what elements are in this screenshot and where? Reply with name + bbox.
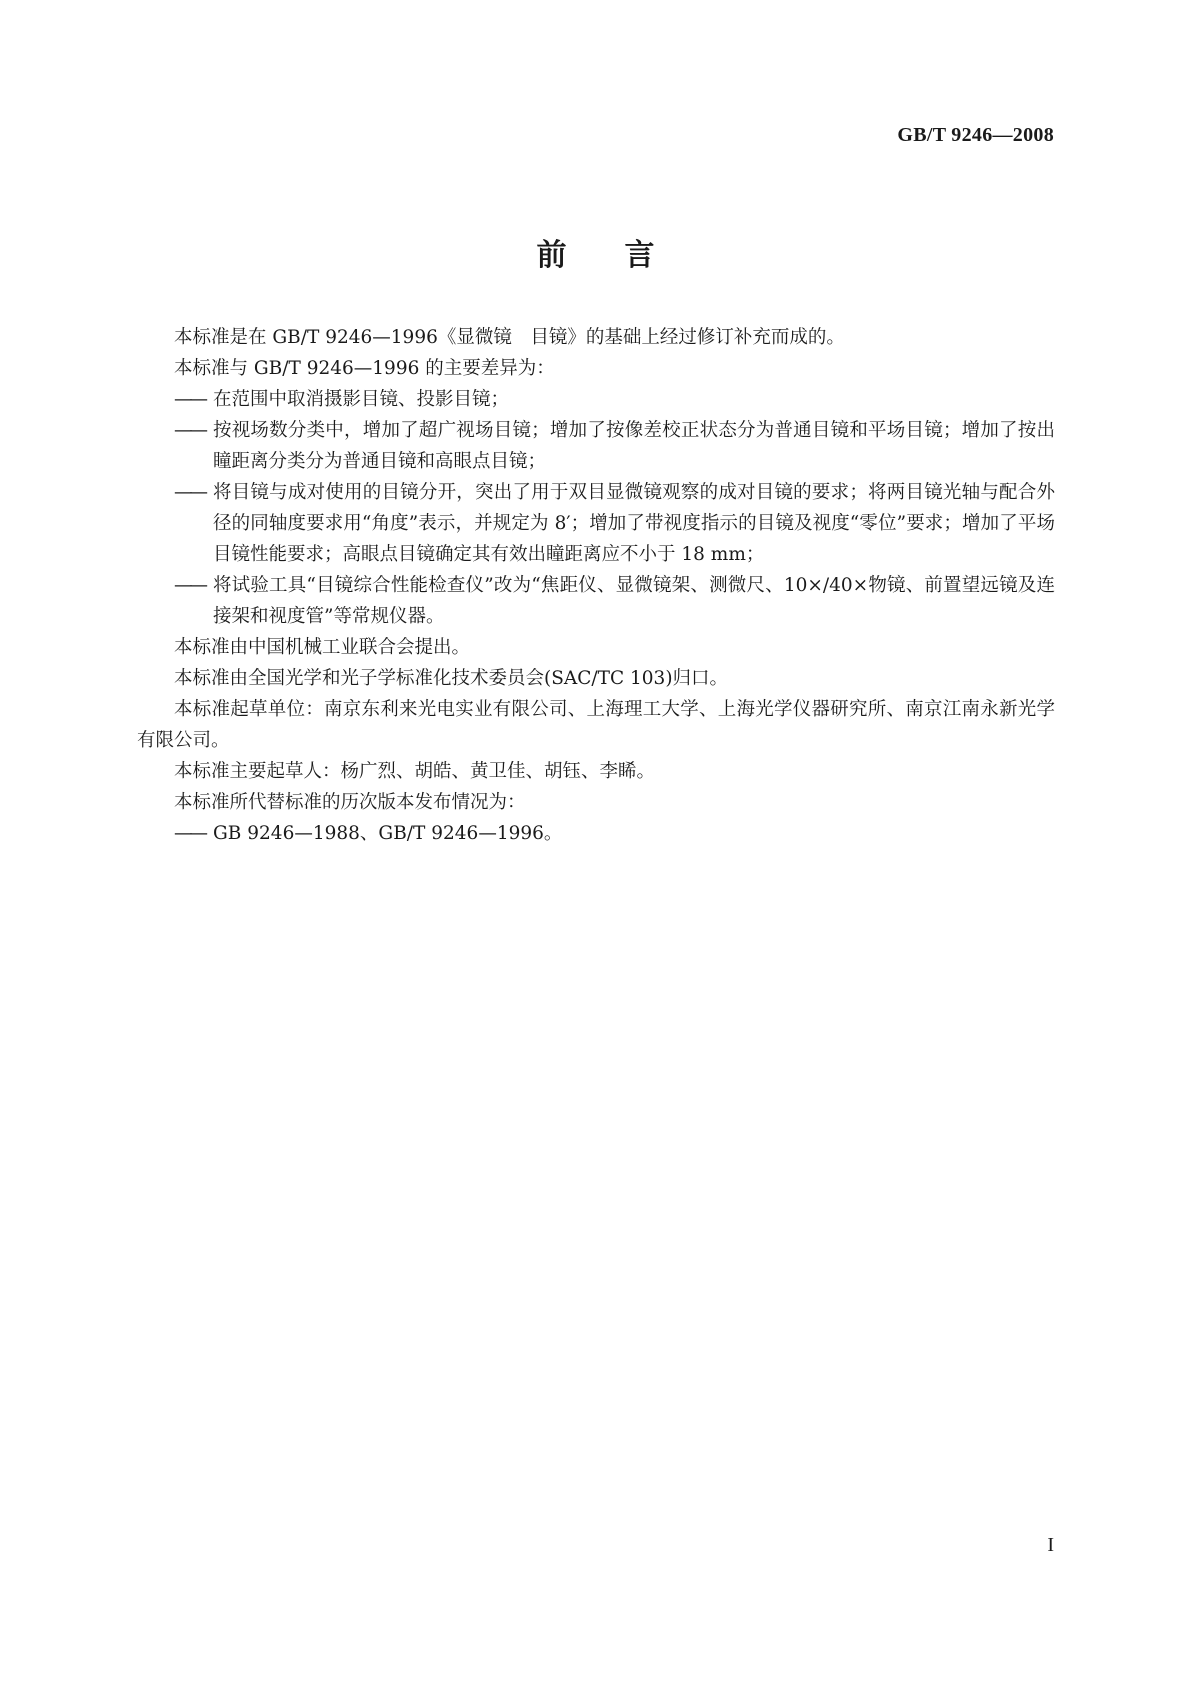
paragraph: 本标准主要起草人：杨广烈、胡皓、黄卫佳、胡钰、李睎。	[174, 761, 656, 782]
paragraph: 本标准由全国光学和光子学标准化技术委员会(SAC/TC 103)归口。	[174, 668, 729, 689]
list-item	[137, 384, 1055, 415]
page-number: I	[1047, 1534, 1054, 1556]
paragraph: 本标准是在 GB/T 9246—1996《显微镜 目镜》的基础上经过修订补充而成的。	[174, 327, 845, 348]
paragraph	[137, 694, 1055, 756]
paragraph: 本标准由中国机械工业联合会提出。	[174, 637, 471, 658]
paragraph-text: 本标准起草单位：南京东利来光电实业有限公司、上海理工大学、上海光学仪器研究所、南京江南永新光学有限公司。	[137, 699, 1055, 751]
list-item	[137, 570, 1055, 632]
list-dash: ——	[174, 823, 205, 844]
list-item-text: 在范围中取消摄影目镜、投影目镜；	[213, 389, 510, 410]
list-dash: ——	[174, 575, 205, 596]
page-title: 前言	[536, 238, 713, 273]
list-item-text: 将目镜与成对使用的目镜分开，突出了用于双目显微镜观察的成对目镜的要求；将两目镜光轴与配合外径的同轴度要求用“角度”表示，并规定为 8′；增加了带视度指示的目镜及视度“零位”要求；增加了平场目镜性能要求；高眼点目镜确定其有效出瞳距离应不小于 18 mm；	[213, 482, 1055, 565]
list-item-text: GB 9246—1988、GB/T 9246—1996。	[213, 823, 563, 844]
list-dash: ——	[174, 420, 205, 441]
document-body	[137, 322, 1055, 849]
list-item	[137, 415, 1055, 477]
standard-number: GB/T 9246—2008	[897, 124, 1054, 146]
list-item-text: 将试验工具“目镜综合性能检查仪”改为“焦距仪、显微镜架、测微尺、10×/40×物镜、前置望远镜及连接架和视度管”等常规仪器。	[213, 575, 1055, 627]
list-item-text: 按视场数分类中，增加了超广视场目镜；增加了按像差校正状态分为普通目镜和平场目镜；增加了按出瞳距离分类分为普通目镜和高眼点目镜；	[213, 420, 1055, 472]
list-dash: ——	[174, 389, 205, 410]
list-item	[137, 818, 1055, 849]
paragraph: 本标准所代替标准的历次版本发布情况为：	[174, 792, 526, 813]
paragraph: 本标准与 GB/T 9246—1996 的主要差异为：	[174, 358, 555, 379]
list-dash: ——	[174, 482, 205, 503]
list-item	[137, 477, 1055, 570]
